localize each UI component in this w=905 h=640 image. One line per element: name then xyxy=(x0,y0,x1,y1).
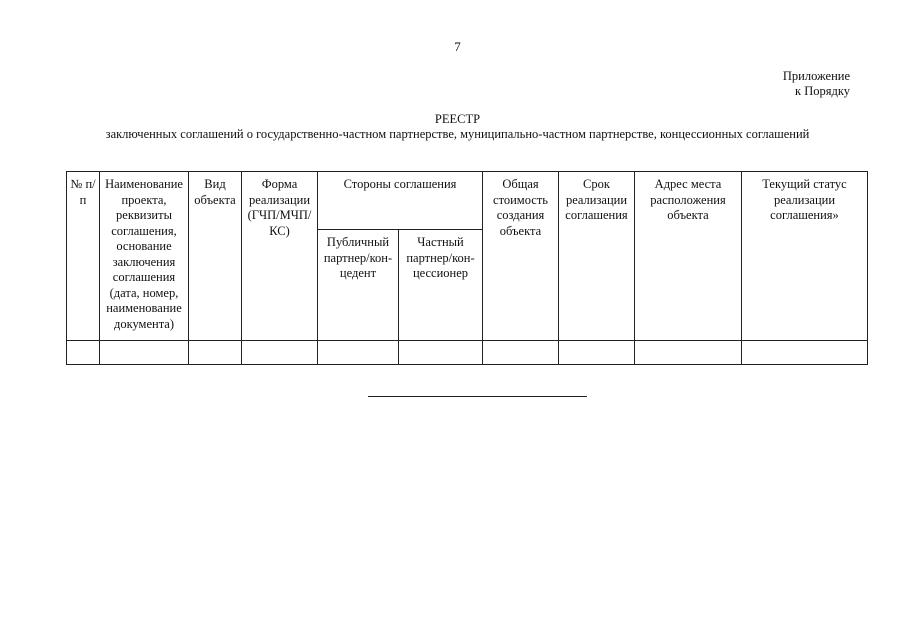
header-private-partner: Частный партнер/кон-цессионер xyxy=(399,230,483,341)
table-cell xyxy=(399,341,483,365)
header-parties: Стороны соглашения xyxy=(318,172,483,230)
header-implementation-form: Форма реализации (ГЧП/МЧП/ КС) xyxy=(242,172,318,341)
header-public-partner: Публичный партнер/кон-цедент xyxy=(318,230,399,341)
table-cell xyxy=(742,341,868,365)
table-cell xyxy=(559,341,635,365)
page-number: 7 xyxy=(454,39,461,54)
header-row-top xyxy=(67,172,868,230)
appendix-line-2: к Порядку xyxy=(795,84,850,98)
header-project-name: Наименование проекта, реквизиты соглашения, основание заключения соглашения (дата, номер, наименование документа) xyxy=(100,172,189,341)
appendix-line-1: Приложение xyxy=(782,69,850,83)
header-num: № п/п xyxy=(67,172,100,341)
document-subtitle: заключенных соглашений о государственно-частном партнерстве, муниципально-частном партнерстве, концессионных соглашений xyxy=(105,127,810,141)
header-object-type: Вид объекта xyxy=(189,172,242,341)
table-cell xyxy=(67,341,100,365)
header-address: Адрес места расположения объекта xyxy=(635,172,742,341)
header-term: Срок реализации соглашения xyxy=(559,172,635,341)
table-cell xyxy=(635,341,742,365)
appendix-label xyxy=(783,69,850,99)
document-title: РЕЕСТР xyxy=(434,112,481,126)
registry-table xyxy=(66,171,868,365)
table-cell xyxy=(318,341,399,365)
table-cell xyxy=(483,341,559,365)
table-cell xyxy=(242,341,318,365)
table-cell xyxy=(189,341,242,365)
header-total-cost: Общая стоимость создания объекта xyxy=(483,172,559,341)
table-cell xyxy=(100,341,189,365)
header-status: Текущий статус реализации соглашения» xyxy=(742,172,868,341)
table-row xyxy=(67,341,868,365)
footer-divider xyxy=(368,396,587,397)
